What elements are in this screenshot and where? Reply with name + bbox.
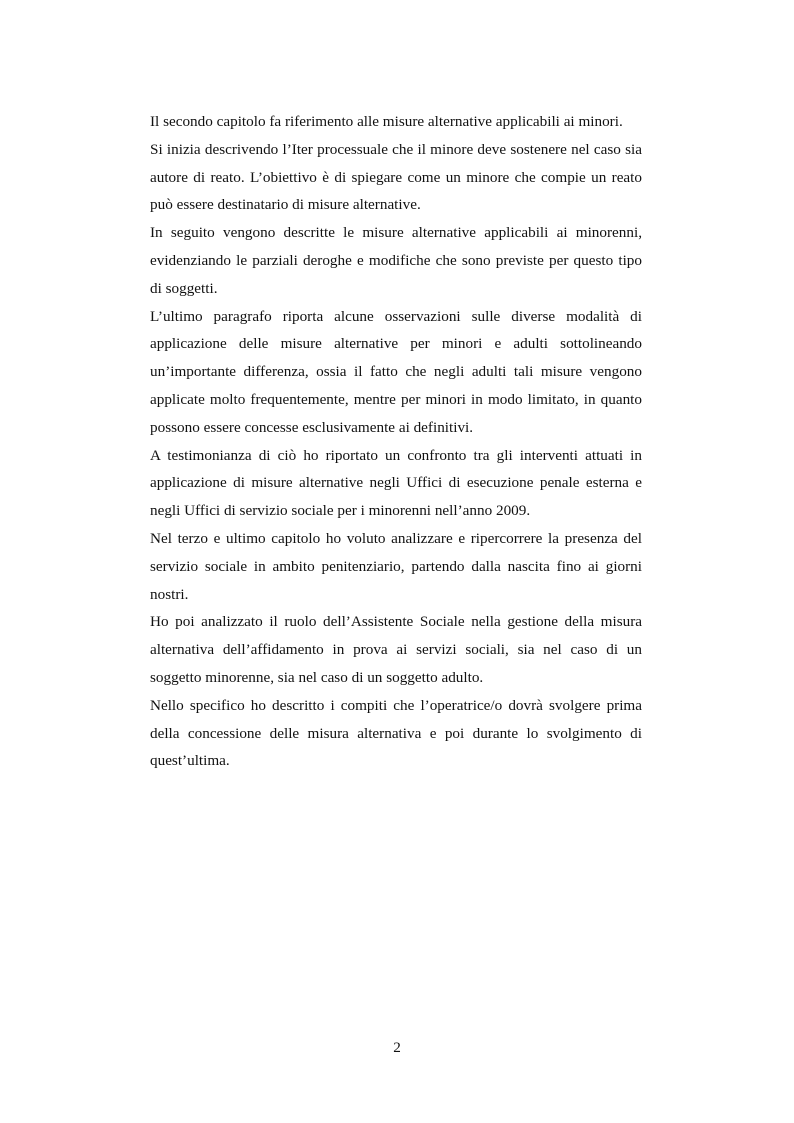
paragraph-4: L’ultimo paragrafo riporta alcune osservazioni sulle diverse modalità di applicazione delle misure alternative per minori e adulti sottolineando un’importante differenza, ossia il fatto che negli adulti tali misure vengono applicate molto frequentemente, mentre per minori in modo limitato, in quanto possono essere concesse esclusivamente ai definitivi. bbox=[150, 307, 642, 436]
paragraph-1: Il secondo capitolo fa riferimento alle misure alternative applicabili ai minori. bbox=[150, 113, 623, 130]
body-text bbox=[150, 108, 642, 775]
paragraph-8: Nello specifico ho descritto i compiti che l’operatrice/o dovrà svolgere prima della concessione delle misura alternativa e poi durante lo svolgimento di quest’ultima. bbox=[150, 696, 642, 770]
paragraph-3: In seguito vengono descritte le misure alternative applicabili ai minorenni, evidenziando le parziali deroghe e modifiche che sono previste per questo tipo di soggetti. bbox=[150, 224, 642, 297]
paragraph-6: Nel terzo e ultimo capitolo ho voluto analizzare e ripercorrere la presenza del servizio sociale in ambito penitenziario, partendo dalla nascita fino ai giorni nostri. bbox=[150, 529, 642, 603]
paragraph-5: A testimonianza di ciò ho riportato un confronto tra gli interventi attuati in applicazione di misure alternative negli Uffici di esecuzione penale esterna e negli Uffici di servizio sociale per i minorenni nell’anno 2009. bbox=[150, 446, 642, 520]
paragraph-2: Si inizia descrivendo l’Iter processuale che il minore deve sostenere nel caso sia autore di reato. L’obiettivo è di spiegare come un minore che compie un reato può essere destinatario di misure alternative. bbox=[150, 140, 642, 214]
page-number: 2 bbox=[393, 1039, 401, 1056]
paragraph-7: Ho poi analizzato il ruolo dell’Assistente Sociale nella gestione della misura alternativa dell’affidamento in prova ai servizi sociali, sia nel caso di un soggetto minorenne, sia nel caso di un soggetto adulto. bbox=[150, 613, 642, 686]
